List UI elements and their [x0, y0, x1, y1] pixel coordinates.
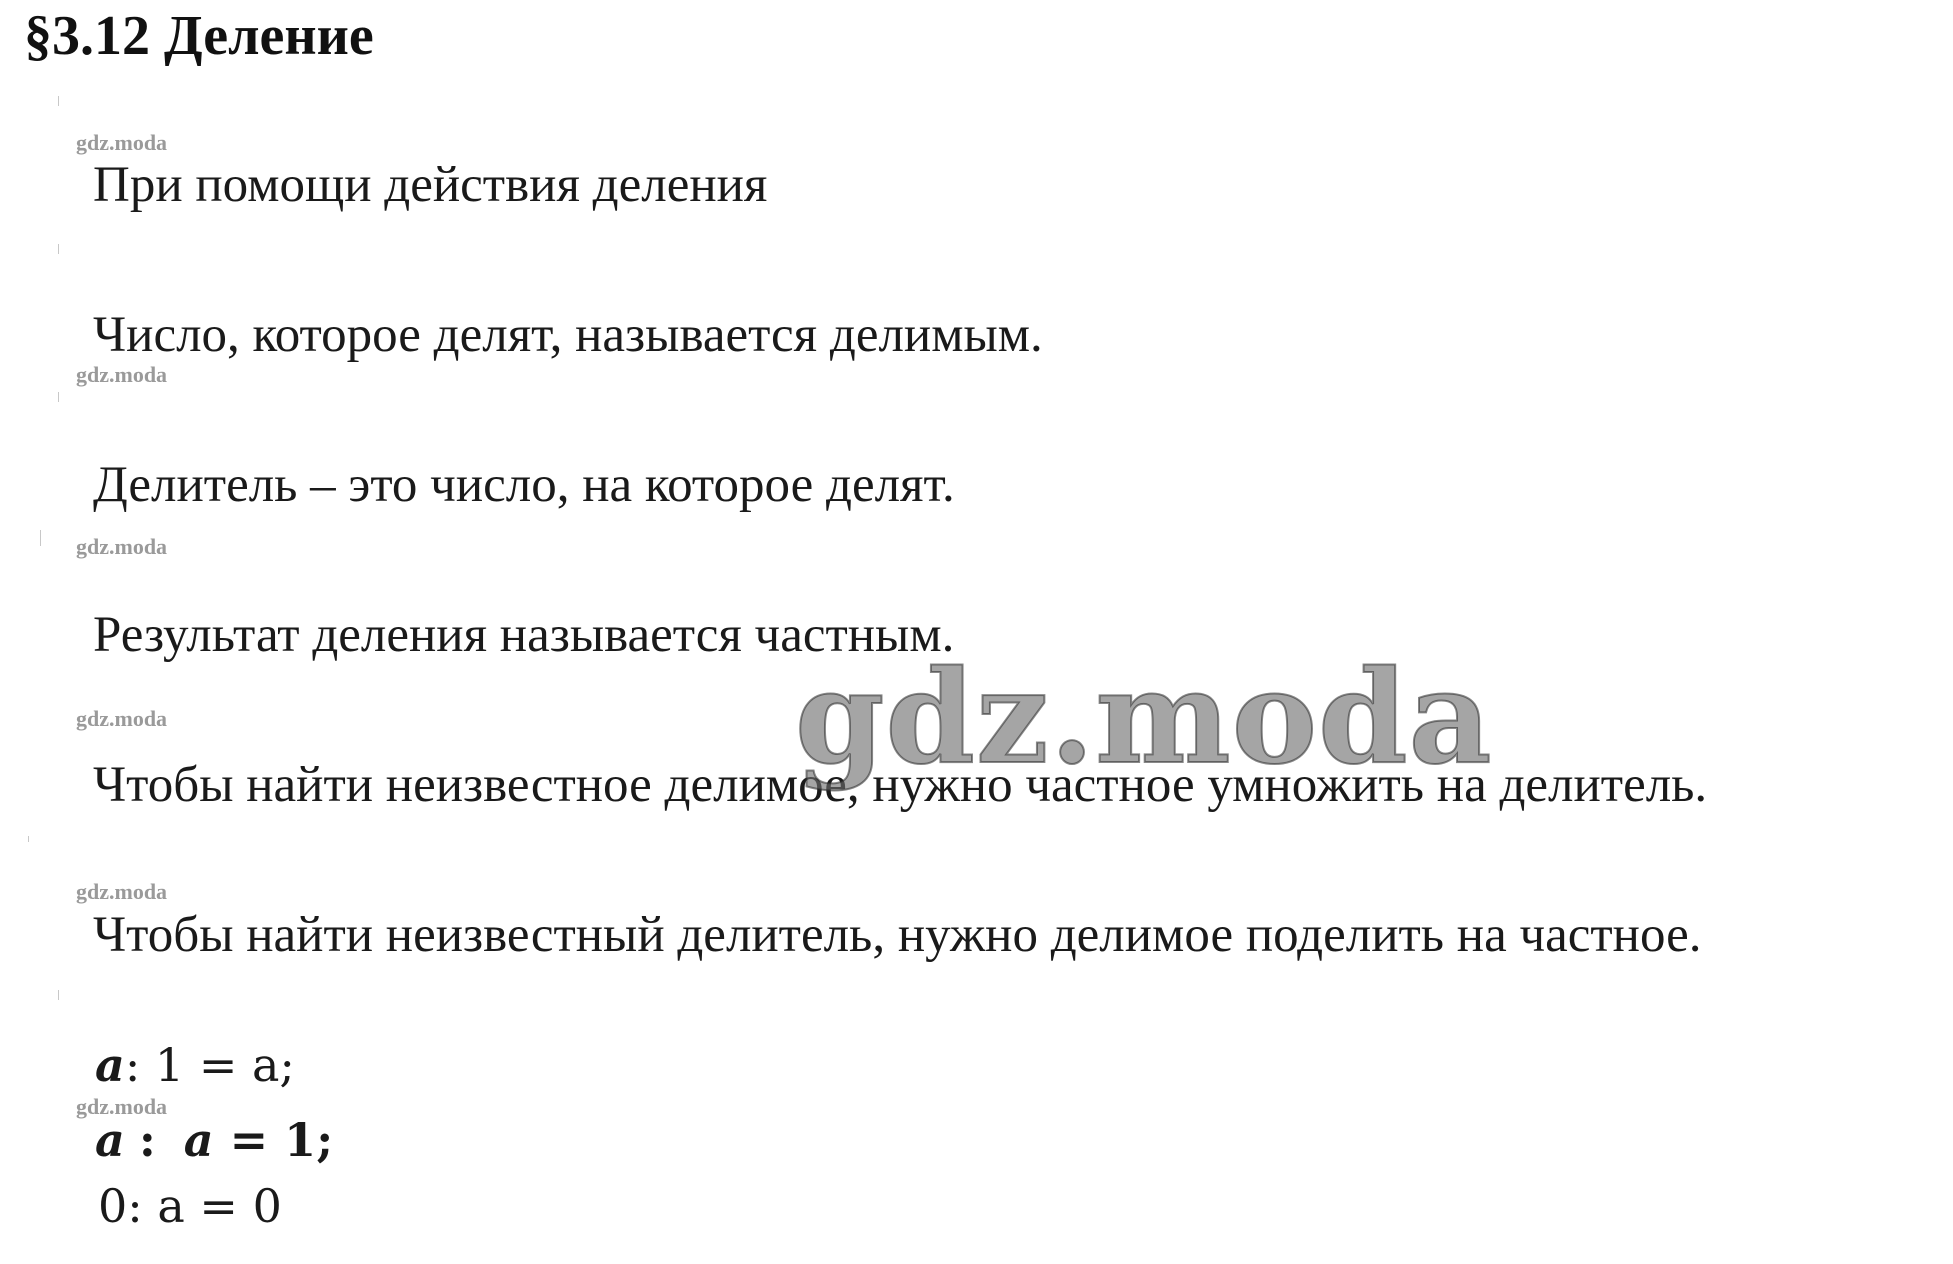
- formula-text: = 1;: [213, 1113, 334, 1167]
- formula-variable: a: [183, 1113, 214, 1167]
- paragraph: При помощи действия деления: [93, 157, 768, 213]
- formula-text: : 1 = a;: [124, 1038, 295, 1092]
- section-heading: §3.12 Деление: [24, 5, 374, 67]
- paragraph: Число, которое делят, называется делимым.: [93, 307, 1043, 363]
- margin-tick: [58, 96, 59, 106]
- paragraph: Чтобы найти неизвестный делитель, нужно делимое поделить на частное.: [93, 907, 1702, 963]
- watermark-small: gdz.moda: [76, 1094, 168, 1119]
- paragraph: Результат деления называется частным.: [93, 607, 955, 663]
- margin-tick: [58, 990, 59, 1000]
- formula-colon: :: [138, 1113, 156, 1167]
- margin-tick: [40, 530, 41, 546]
- formula-text: 0: a = 0: [98, 1179, 282, 1233]
- watermark-large: gdz.moda: [795, 643, 1493, 793]
- margin-tick: [28, 836, 29, 842]
- formula-variable: a: [95, 1113, 125, 1167]
- watermark-small: gdz.moda: [76, 879, 168, 904]
- watermark-small: gdz.moda: [76, 130, 168, 155]
- watermark-small: gdz.moda: [76, 362, 168, 387]
- margin-tick: [58, 244, 59, 254]
- formula-2: [95, 1112, 333, 1168]
- paragraph: Делитель – это число, на которое делят.: [93, 457, 955, 513]
- watermark-small: gdz.moda: [76, 534, 168, 559]
- margin-tick: [58, 392, 59, 402]
- formula-3: [98, 1178, 282, 1234]
- paragraph: Чтобы найти неизвестное делимое, нужно частное умножить на делитель.: [93, 757, 1708, 813]
- formula-1: [95, 1037, 295, 1093]
- formula-variable: a: [95, 1038, 125, 1092]
- watermark-small: gdz.moda: [76, 706, 168, 731]
